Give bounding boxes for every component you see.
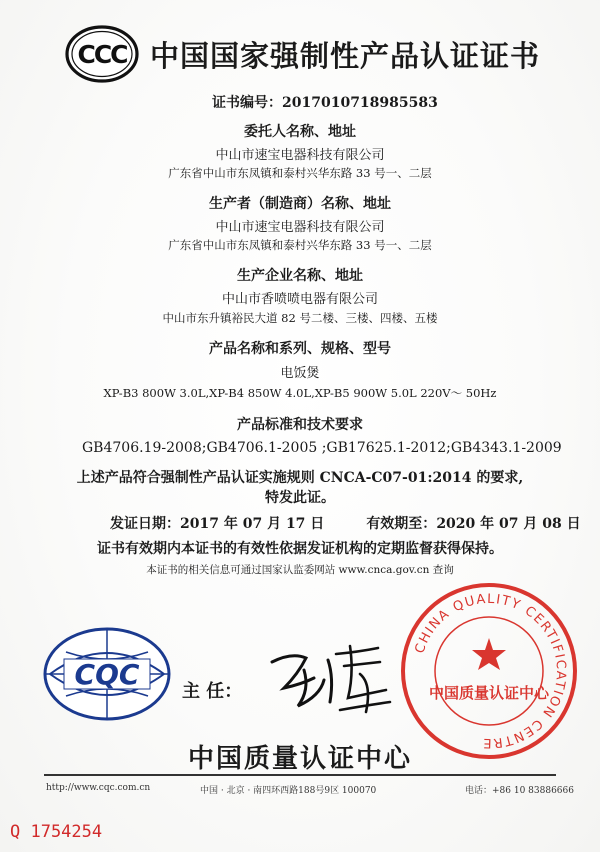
svg-text:中国质量认证中心: 中国质量认证中心 — [428, 684, 550, 702]
page-title: 中国国家强制性产品认证证书 — [150, 39, 541, 73]
footer-address: 中国 · 北京 · 南四环西路188号9区 100070 — [200, 786, 377, 796]
factory-address: 中山市东升镇裕民大道 82 号二楼、三楼、四楼、五楼 — [162, 311, 438, 325]
applicant-heading: 委托人名称、地址 — [244, 124, 356, 140]
cqc-logo-icon — [42, 626, 172, 722]
issuing-organization: 中国质量认证中心 — [187, 744, 412, 774]
expiry-date: 2020 年 07 月 08 日 — [436, 516, 581, 532]
standards-heading: 产品标准和技术要求 — [237, 417, 363, 433]
manufacturer-name: 中山市速宝电器科技有限公司 — [215, 220, 385, 235]
expiry-date-label: 有效期至： — [366, 516, 437, 532]
certificate-number — [212, 92, 438, 112]
svg-text:CHINA QUALITY CERTIFICATION CE: CHINA QUALITY CERTIFICATION CENTRE — [412, 591, 569, 751]
certificate-number-label: 证书编号： — [212, 95, 282, 111]
statement-line-2: 特发此证。 — [265, 490, 335, 506]
director-label: 主 任： — [182, 681, 243, 702]
product-models: XP-B3 800W 3.0L,XP-B4 850W 4.0L,XP-B5 900W 5.0L 220V～ 50Hz — [103, 386, 497, 400]
svg-text:CCC: CCC — [77, 40, 127, 69]
cqc-red-seal — [398, 580, 580, 762]
applicant-name: 中山市速宝电器科技有限公司 — [215, 148, 385, 163]
info-note: 本证书的相关信息可通过国家认监委网站 www.cnca.gov.cn 查询 — [146, 564, 454, 576]
factory-heading: 生产企业名称、地址 — [237, 268, 363, 284]
footer-divider — [44, 774, 556, 776]
serial-number: Q 1754254 — [10, 822, 103, 842]
svg-text:CQC: CQC — [74, 658, 140, 691]
director-signature — [262, 640, 402, 720]
factory-name: 中山市香喷喷电器有限公司 — [221, 292, 378, 307]
statement-line-1: 上述产品符合强制性产品认证实施规则 CNCA-C07-01:2014 的要求, — [76, 470, 524, 486]
manufacturer-heading: 生产者（制造商）名称、地址 — [209, 196, 391, 212]
product-name: 电饭煲 — [280, 366, 320, 381]
certificate-number-value: 2017010718985583 — [282, 95, 438, 111]
footer-website: http://www.cqc.com.cn — [46, 783, 151, 793]
validity-note: 证书有效期内本证书的有效性依据发证机构的定期监督获得保持。 — [97, 541, 503, 557]
applicant-address: 广东省中山市东凤镇和泰村兴华东路 33 号一、二层 — [168, 166, 432, 180]
manufacturer-address: 广东省中山市东凤镇和泰村兴华东路 33 号一、二层 — [168, 238, 432, 252]
issue-date: 2017 年 07 月 17 日 — [180, 516, 325, 532]
issue-date-label: 发证日期： — [110, 516, 180, 532]
standards-value: GB4706.19-2008;GB4706.1-2005 ;GB17625.1-2012;GB4343.1-2009 — [82, 440, 562, 456]
footer-phone: 电话：+86 10 83886666 — [465, 786, 574, 796]
ccc-logo-icon — [64, 24, 140, 84]
dates-line — [110, 513, 581, 533]
product-heading: 产品名称和系列、规格、型号 — [209, 341, 391, 357]
